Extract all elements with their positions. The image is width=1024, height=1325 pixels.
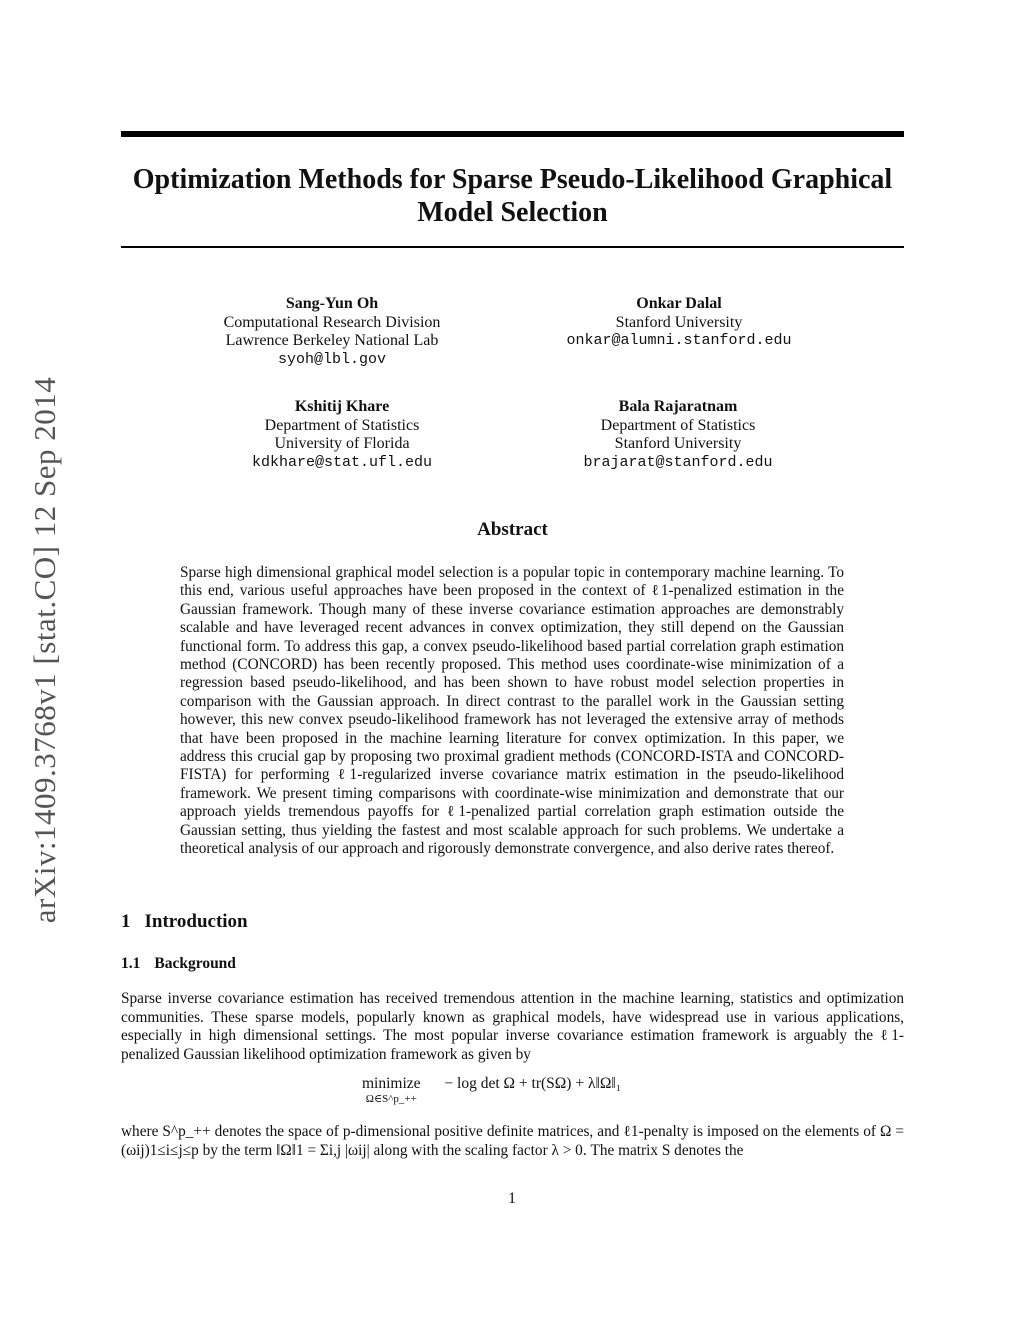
body-paragraph-2: where S^p_++ denotes the space of p-dimensional positive definite matrices, and ℓ1-penalty is imposed on the elements of Ω = (ωij)1≤i≤j≤p by the term ‖Ω‖1 = Σi,j |ωij| along with the scaling factor λ > 0. The matrix S denotes the bbox=[121, 1123, 904, 1159]
author-affiliation: Department of Statistics bbox=[264, 416, 420, 434]
title-bottom-rule bbox=[121, 246, 904, 248]
section-heading bbox=[121, 911, 248, 933]
author-email: syoh@lbl.gov bbox=[277, 350, 387, 368]
author-block-dalal bbox=[519, 295, 839, 351]
title-top-rule bbox=[121, 131, 904, 137]
title-line-2: Model Selection bbox=[417, 197, 608, 228]
abstract-text: Sparse high dimensional graphical model selection is a popular topic in contemporary machine learning. To this end, various useful approaches have been proposed in the context of ℓ1-penalized estimation in the Gaussian framework. Though many of these inverse covariance estimation approaches are demonstrably scalable and have leveraged recent advances in convex optimization, they still depend on the Gaussian functional form. To address this gap, a convex pseudo-likelihood based partial correlation graph estimation method (CONCORD) has been recently proposed. This method uses coordinate-wise minimization of a regression based pseudo-likelihood, and has been shown to have robust model selection properties in comparison with the Gaussian approach. In direct contrast to the parallel work in the Gaussian setting however, this new convex pseudo-likelihood framework has not leveraged the extensive array of methods that have been proposed in the machine learning literature for convex optimization. In this paper, we address this crucial gap by proposing two proximal gradient methods (CONCORD-ISTA and CONCORD-FISTA) for performing ℓ1-regularized inverse covariance matrix estimation in the pseudo-likelihood framework. We present timing comparisons with coordinate-wise minimization and demonstrate that our approach yields tremendous payoffs for ℓ1-penalized partial correlation graph estimation outside the Gaussian setting, thus yielding the fastest and most scalable approach for such problems. We undertake a theoretical analysis of our approach and rigorously demonstrate convergence, and also derive rates thereof. bbox=[180, 564, 844, 858]
author-name: Sang-Yun Oh bbox=[285, 295, 379, 312]
author-email: kdkhare@stat.ufl.edu bbox=[251, 453, 433, 471]
equation-operator-word: minimize bbox=[362, 1075, 421, 1092]
equation-subscript: Ω∈S^p_++ bbox=[365, 1093, 417, 1105]
author-block-rajaratnam bbox=[518, 398, 838, 472]
author-name: Onkar Dalal bbox=[636, 295, 722, 312]
abstract-heading: Abstract bbox=[477, 519, 548, 540]
title-line-1: Optimization Methods for Sparse Pseudo-Likelihood Graphical bbox=[132, 164, 893, 195]
author-affiliation: Stanford University bbox=[614, 435, 742, 452]
section-number: 1 bbox=[121, 911, 131, 932]
author-affiliation: University of Florida bbox=[274, 435, 410, 452]
display-equation bbox=[362, 1075, 621, 1105]
author-block-oh bbox=[172, 295, 492, 369]
author-affiliation: Computational Research Division bbox=[223, 313, 441, 331]
subsection-number: 1.1 bbox=[121, 955, 141, 972]
author-name: Kshitij Khare bbox=[294, 398, 390, 415]
author-affiliation: Stanford University bbox=[615, 313, 743, 331]
section-title: Introduction bbox=[144, 911, 248, 932]
arxiv-identifier: arXiv:1409.3768v1 [stat.CO] 12 Sep 2014 bbox=[27, 376, 62, 924]
author-name: Bala Rajaratnam bbox=[618, 398, 738, 415]
author-email: brajarat@stanford.edu bbox=[583, 453, 773, 471]
body-paragraph-1: Sparse inverse covariance estimation has received tremendous attention in the machine learning, statistics and optimization communities. These sparse models, popularly known as graphical models, have widespread use in various applications, especially in high dimensional settings. The most popular inverse covariance estimation framework is arguably the ℓ1-penalized Gaussian likelihood optimization framework as given by bbox=[121, 990, 904, 1063]
author-email: onkar@alumni.stanford.edu bbox=[566, 332, 792, 349]
author-affiliation: Department of Statistics bbox=[600, 416, 756, 434]
page-number: 1 bbox=[508, 1190, 516, 1207]
paper-title bbox=[121, 163, 904, 229]
equation-operator bbox=[362, 1075, 421, 1105]
subsection-title: Background bbox=[154, 955, 236, 972]
author-affiliation: Lawrence Berkeley National Lab bbox=[225, 332, 439, 349]
author-block-khare bbox=[182, 398, 502, 472]
equation-body: − log det Ω + tr(SΩ) + λ‖Ω‖₁ bbox=[444, 1075, 622, 1092]
subsection-heading bbox=[121, 955, 236, 973]
